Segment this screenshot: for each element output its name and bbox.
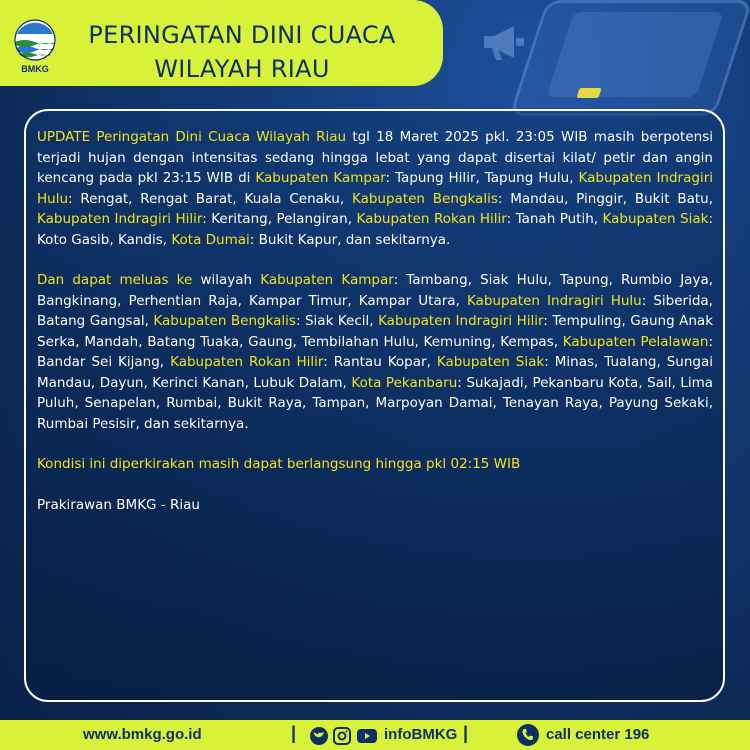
highlighted-region-text: Kabupaten Bengkalis	[351, 190, 498, 207]
highlighted-region-text: Kota Dumai	[171, 231, 250, 248]
highlighted-region-text: Kabupaten Indragiri Hilir	[378, 313, 544, 329]
social-handle[interactable]: infoBMKG	[384, 726, 458, 743]
highlighted-region-text: Kabupaten Indragiri Hulu	[466, 292, 642, 309]
background-map-graphic	[546, 12, 724, 97]
body-text: : Mandau, Pinggir, Bukit Batu,	[497, 190, 713, 207]
body-text: : Bandar Sei Kijang,	[37, 333, 714, 370]
forecaster-signature: Prakirawan BMKG - Riau	[37, 496, 200, 513]
highlighted-region-text: Kabupaten Siak	[602, 211, 709, 227]
body-text: : Siberida, Batang Gangsal,	[37, 292, 713, 329]
phone-icon	[517, 724, 539, 750]
highlighted-region-text: Dan dapat meluas ke	[37, 272, 193, 288]
highlighted-region-text: Kabupaten Indragiri Hilir	[37, 211, 203, 227]
instagram-icon[interactable]	[333, 727, 351, 749]
footer-separator: |	[291, 723, 297, 743]
page-title	[72, 18, 412, 86]
condition-text: Kondisi ini diperkirakan masih dapat berlangsung hingga pkl 02:15 WIB	[37, 456, 521, 472]
background-highlight-graphic	[576, 88, 601, 98]
title-line-2: WILAYAH RIAU	[154, 55, 330, 83]
footer-bar	[0, 720, 750, 750]
logo-label: BMKG	[21, 64, 49, 74]
warning-content	[37, 127, 713, 535]
bmkg-logo	[12, 18, 58, 76]
body-text: : Tambang, Siak Hulu, Tapung, Rumbio Jaya, Bangkinang, Perhentian Raja, Kampar Timur, Kampar Utara,	[37, 272, 714, 309]
highlighted-region-text: Kabupaten Kampar	[260, 272, 394, 288]
highlighted-region-text: Kota Pekanbaru	[351, 374, 458, 391]
body-text: : Bukit Kapur, dan sekitarnya.	[249, 231, 451, 248]
highlighted-region-text: Kabupaten Rokan Hilir	[356, 211, 507, 227]
social-icons	[310, 727, 378, 749]
website-link[interactable]: www.bmkg.go.id	[83, 726, 202, 743]
megaphone-icon	[480, 22, 528, 62]
body-text: : Tanah Putih,	[506, 211, 603, 227]
highlighted-region-text: Kabupaten Kampar	[255, 170, 386, 186]
body-text: : Tempuling, Gaung Anak Serka, Mandah, Batang Tuaka, Gaung, Tembilahan Hulu, Kemuning, Kempas,	[37, 313, 714, 350]
body-text: : Rantau Kopar,	[323, 354, 437, 370]
call-center-text[interactable]: call center 196	[546, 726, 650, 743]
highlighted-region-text: Kabupaten Rokan Hilir	[170, 354, 324, 370]
body-text: tgl 18 Maret 2025 pkl. 23:05 WIB masih berpotensi terjadi hujan dengan intensitas sedang hingga lebat yang dapat disertai kilat/ petir dan angin kencang pada pkl 23:15 WIB di	[37, 129, 713, 186]
body-text: : Keritang, Pelangiran,	[202, 211, 357, 227]
youtube-icon[interactable]	[356, 727, 378, 749]
highlighted-region-text: Kabupaten Bengkalis	[153, 313, 296, 329]
twitter-icon[interactable]	[310, 727, 328, 749]
footer-separator: |	[463, 723, 469, 743]
body-text: : Minas, Tualang, Sungai Mandau, Dayun, Kerinci Kanan, Lubuk Dalam,	[37, 354, 713, 391]
body-text: : Tapung Hilir, Tapung Hulu,	[385, 170, 579, 186]
bmkg-logo-icon	[12, 18, 58, 64]
highlighted-region-text: Kabupaten Indragiri Hulu	[37, 170, 713, 207]
highlighted-region-text: Kabupaten Siak	[436, 354, 545, 370]
title-line-1: PERINGATAN DINI CUACA	[88, 21, 396, 49]
highlighted-region-text: UPDATE Peringatan Dini Cuaca Wilayah Riau	[37, 129, 347, 145]
body-text: wilayah	[192, 272, 261, 288]
header-banner	[0, 0, 443, 86]
body-text: : Koto Gasib, Kandis,	[37, 211, 713, 248]
body-text: : Siak Kecil,	[295, 313, 379, 329]
body-text: : Sukajadi, Pekanbaru Kota, Sail, Lima Puluh, Senapelan, Rumbai, Bukit Raya, Tampan, Marpoyan Damai, Tenayan Raya, Payung Sekaki, Rumbai Pesisir, dan sekitarnya.	[37, 374, 713, 432]
highlighted-region-text: Kabupaten Pelalawan	[562, 333, 709, 350]
body-text: : Rengat, Rengat Barat, Kuala Cenaku,	[68, 190, 352, 207]
warning-paragraph-2	[37, 270, 713, 434]
warning-paragraph-1	[37, 127, 713, 250]
